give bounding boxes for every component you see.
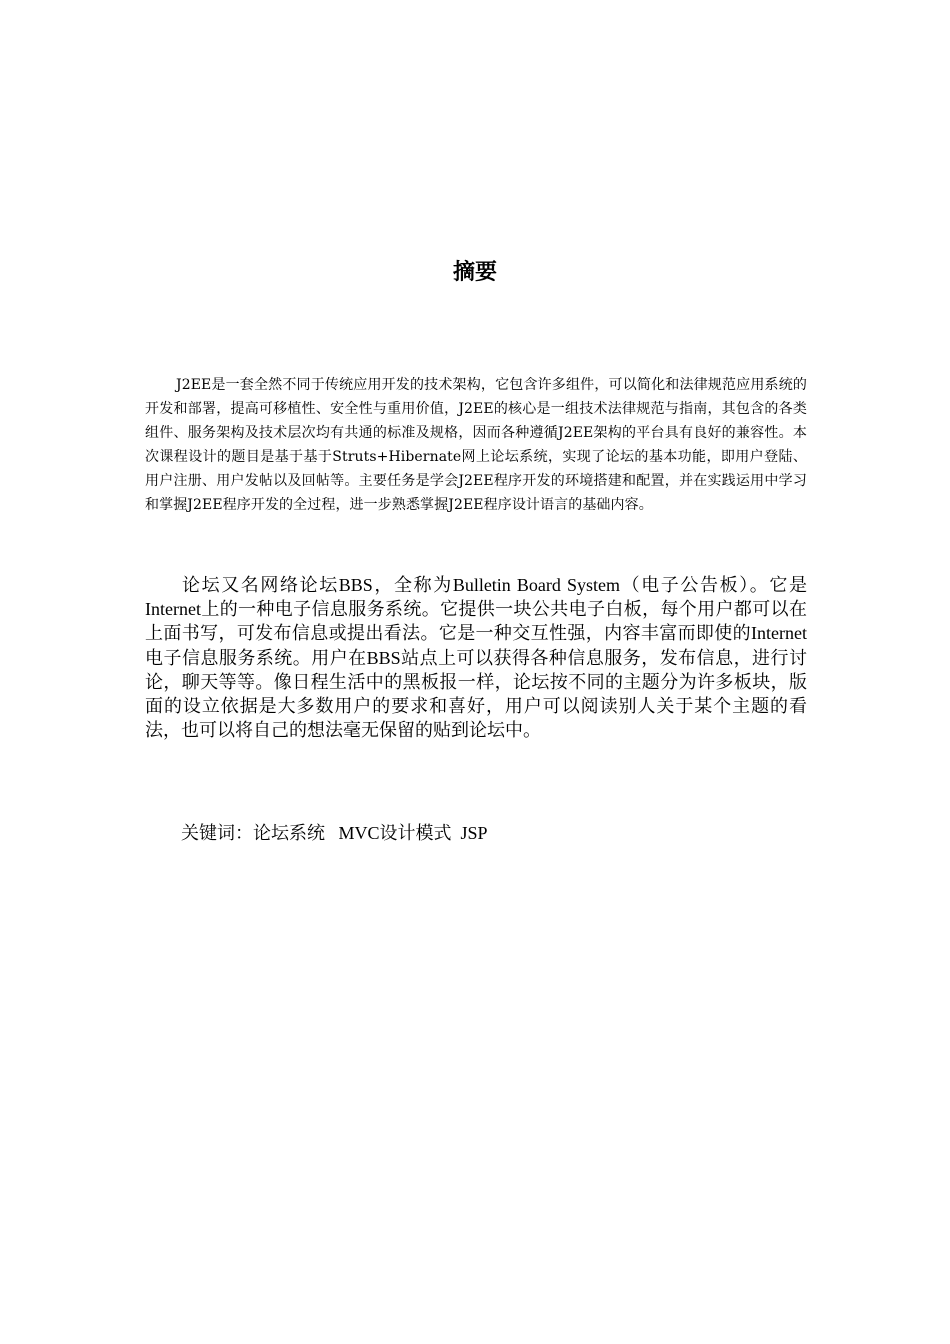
- abstract-paragraph-1: J2EE是一套全然不同于传统应用开发的技术架构，它包含许多组件，可以简化和法律规范应用系统的开发和部署，提高可移植性、安全性与重用价值，J2EE的核心是一组技术法律规范与指南，其包含的各类组件、服务架构及技术层次均有共通的标准及规格，因而各种遵循J2EE架构的平台具有良好的兼容性。本次课程设计的题目是基于基于Struts+Hibernate网上论坛系统，实现了论坛的基本功能，即用户登陆、用户注册、用户发帖以及回帖等。主要任务是学会J2EE程序开发的环境搭建和配置，并在实践运用中学习和掌握J2EE程序开发的全过程，进一步熟悉掌握J2EE程序设计语言的基础内容。: [145, 377, 807, 513]
- keywords-label: 关键词：: [181, 823, 253, 843]
- keyword-item: MVC设计模式: [338, 823, 452, 843]
- keywords-line: [181, 821, 801, 845]
- abstract-paragraph-2: 论坛又名网络论坛BBS，全称为Bulletin Board System（电子公告板）。它是Internet上的一种电子信息服务系统。它提供一块公共电子白板，每个用户都可以在上面书写，可发布信息或提出看法。它是一种交互性强，内容丰富而即使的Internet电子信息服务系统。用户在BBS站点上可以获得各种信息服务，发布信息，进行讨论，聊天等等。像日程生活中的黑板报一样，论坛按不同的主题分为许多板块，版面的设立依据是大多数用户的要求和喜好，用户可以阅读别人关于某个主题的看法，也可以将自己的想法毫无保留的贴到论坛中。: [145, 575, 807, 741]
- abstract-title: 摘要: [452, 260, 497, 285]
- keyword-item: JSP: [460, 823, 488, 843]
- keyword-item: 论坛系统: [253, 823, 325, 843]
